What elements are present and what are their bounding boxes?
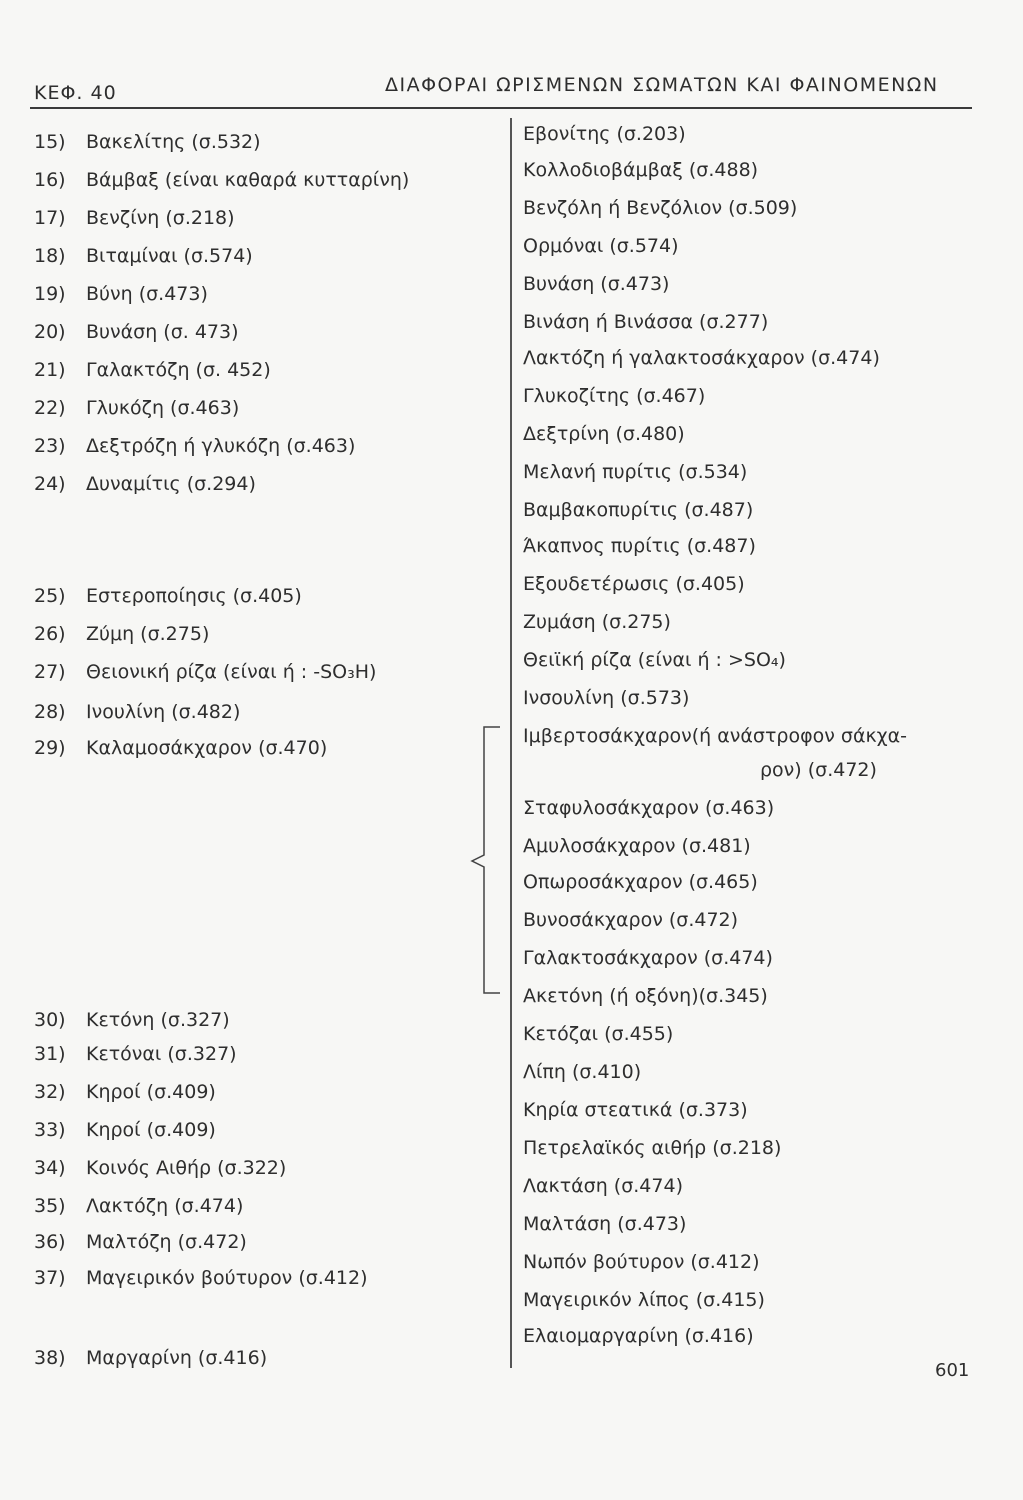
left-entry: [34, 1230, 247, 1254]
entry-number: 28): [34, 701, 66, 723]
left-entry: [34, 434, 355, 458]
grouping-brace: [470, 725, 530, 995]
entry-term: Κηροί (σ.409): [86, 1119, 216, 1141]
entry-number: 15): [34, 131, 66, 153]
entry-term: Μαγειρικόν βούτυρον (σ.412): [86, 1267, 368, 1289]
right-entry: Ακετόνη (ή οξόνη)(σ.345): [523, 985, 768, 1007]
left-entry: [34, 206, 235, 230]
entry-number: 17): [34, 207, 66, 229]
right-entry: Γλυκοζίτης (σ.467): [523, 385, 706, 407]
entry-number: 22): [34, 397, 66, 419]
entry-number: 20): [34, 321, 66, 343]
right-entry: Βυνοσάκχαρον (σ.472): [523, 909, 739, 931]
right-entry: Ιμβερτοσάκχαρον(ή ανάστροφον σάκχα-: [523, 725, 908, 747]
entry-term: Βακελίτης (σ.532): [86, 131, 261, 153]
left-entry: [34, 1156, 286, 1180]
entry-term: Κοινός Αιθήρ (σ.322): [86, 1157, 287, 1179]
entry-term: Εστεροποίησις (σ.405): [86, 585, 302, 607]
entry-term: Μαλτόζη (σ.472): [86, 1231, 247, 1253]
left-entry: [34, 1346, 267, 1370]
right-entry: Κολλοδιοβάμβαξ (σ.488): [523, 159, 759, 181]
entry-number: 27): [34, 661, 66, 683]
entry-term: Βάμβαξ (είναι καθαρά κυτταρίνη): [86, 169, 410, 191]
right-entry: Βενζόλη ή Βενζόλιον (σ.509): [523, 197, 798, 219]
entry-term: Ινουλίνη (σ.482): [86, 701, 241, 723]
entry-number: 38): [34, 1347, 66, 1369]
entry-term: Μαργαρίνη (σ.416): [86, 1347, 268, 1369]
entry-number: 33): [34, 1119, 66, 1141]
entry-number: 37): [34, 1267, 66, 1289]
entry-term: Λακτόζη (σ.474): [86, 1195, 244, 1217]
header-rule: [30, 107, 972, 109]
entry-term: Κετόνη (σ.327): [86, 1009, 230, 1031]
left-entry: [34, 130, 261, 154]
right-entry: Λακτόζη ή γαλακτοσάκχαρον (σ.474): [523, 347, 880, 369]
entry-term: Βύνη (σ.473): [86, 283, 208, 305]
entry-number: 35): [34, 1195, 66, 1217]
entry-number: 29): [34, 737, 66, 759]
left-entry: [34, 472, 256, 496]
right-entry: Οπωροσάκχαρον (σ.465): [523, 871, 758, 893]
entry-number: 19): [34, 283, 66, 305]
right-entry: Γαλακτοσάκχαρον (σ.474): [523, 947, 773, 969]
right-entry: Ινσουλίνη (σ.573): [523, 687, 690, 709]
left-entry: [34, 320, 239, 344]
entry-term: Βυνάση (σ. 473): [86, 321, 239, 343]
entry-number: 24): [34, 473, 66, 495]
entry-number: 26): [34, 623, 66, 645]
entry-term: Δεξτρόζη ή γλυκόζη (σ.463): [86, 435, 356, 457]
left-entry: [34, 1008, 230, 1032]
left-entry: [34, 1194, 243, 1218]
entry-number: 32): [34, 1081, 66, 1103]
entry-term: Γαλακτόζη (σ. 452): [86, 359, 271, 381]
entry-number: 34): [34, 1157, 66, 1179]
left-entry: [34, 1266, 368, 1290]
left-entry: [34, 168, 409, 192]
entry-term: Κετόναι (σ.327): [86, 1043, 237, 1065]
entry-term: Βενζίνη (σ.218): [86, 207, 235, 229]
right-entry: Λίπη (σ.410): [523, 1061, 642, 1083]
right-entry: Θειϊκή ρίζα (είναι ή : >SO₄): [523, 649, 786, 671]
right-entry: Σταφυλοσάκχαρον (σ.463): [523, 797, 775, 819]
right-entry: Εβονίτης (σ.203): [523, 123, 686, 145]
chapter-label: ΚΕΦ. 40: [34, 82, 117, 104]
entry-number: 18): [34, 245, 66, 267]
entry-term: Βιταμίναι (σ.574): [86, 245, 253, 267]
right-entry: Αμυλοσάκχαρον (σ.481): [523, 835, 751, 857]
right-entry: Πετρελαϊκός αιθήρ (σ.218): [523, 1137, 782, 1159]
left-entry: [34, 1118, 216, 1142]
right-entry: Ζυμάση (σ.275): [523, 611, 671, 633]
left-entry: [34, 282, 208, 306]
right-entry: Βυνάση (σ.473): [523, 273, 670, 295]
right-entry: Νωπόν βούτυρον (σ.412): [523, 1251, 760, 1273]
right-entry: Ελαιομαργαρίνη (σ.416): [523, 1325, 754, 1347]
entry-term: Γλυκόζη (σ.463): [86, 397, 240, 419]
entry-term: Κηροί (σ.409): [86, 1081, 216, 1103]
right-entry: Μαλτάση (σ.473): [523, 1213, 687, 1235]
entry-term: Θειονική ρίζα (είναι ή : -SO₃H): [86, 661, 377, 683]
left-entry: [34, 358, 271, 382]
right-entry: Δεξτρίνη (σ.480): [523, 423, 685, 445]
right-entry: Βινάση ή Βινάσσα (σ.277): [523, 311, 769, 333]
entry-number: 30): [34, 1009, 66, 1031]
right-entry: Μαγειρικόν λίπος (σ.415): [523, 1289, 765, 1311]
page-title: ΔΙΑΦΟΡΑΙ ΩΡΙΣΜΕΝΩΝ ΣΩΜΑΤΩΝ ΚΑΙ ΦΑΙΝΟΜΕΝΩΝ: [385, 74, 939, 96]
right-entry-continuation: ρον) (σ.472): [760, 759, 877, 781]
entry-term: Δυναμίτις (σ.294): [86, 473, 256, 495]
right-entry: Εξουδετέρωσις (σ.405): [523, 573, 745, 595]
left-entry: [34, 396, 239, 420]
right-entry: Ορμόναι (σ.574): [523, 235, 679, 257]
left-entry: [34, 244, 253, 268]
right-entry: Λακτάση (σ.474): [523, 1175, 683, 1197]
entry-number: 31): [34, 1043, 66, 1065]
right-entry: Κηρία στεατικά (σ.373): [523, 1099, 748, 1121]
entry-term: Καλαμοσάκχαρον (σ.470): [86, 737, 328, 759]
right-entry: Άκαπνος πυρίτις (σ.487): [523, 535, 756, 557]
entry-number: 36): [34, 1231, 66, 1253]
right-entry: Μελανή πυρίτις (σ.534): [523, 461, 748, 483]
left-entry: [34, 584, 302, 608]
entry-number: 23): [34, 435, 66, 457]
page-number: 601: [935, 1360, 970, 1381]
entry-term: Ζύμη (σ.275): [86, 623, 210, 645]
left-entry: [34, 1042, 237, 1066]
left-entry: [34, 1080, 216, 1104]
right-entry: Κετόζαι (σ.455): [523, 1023, 674, 1045]
left-entry: [34, 622, 209, 646]
left-entry: [34, 736, 327, 760]
entry-number: 21): [34, 359, 66, 381]
entry-number: 25): [34, 585, 66, 607]
entry-number: 16): [34, 169, 66, 191]
left-entry: [34, 700, 240, 724]
right-entry: Βαμβακοπυρίτις (σ.487): [523, 499, 754, 521]
left-entry: [34, 660, 376, 684]
